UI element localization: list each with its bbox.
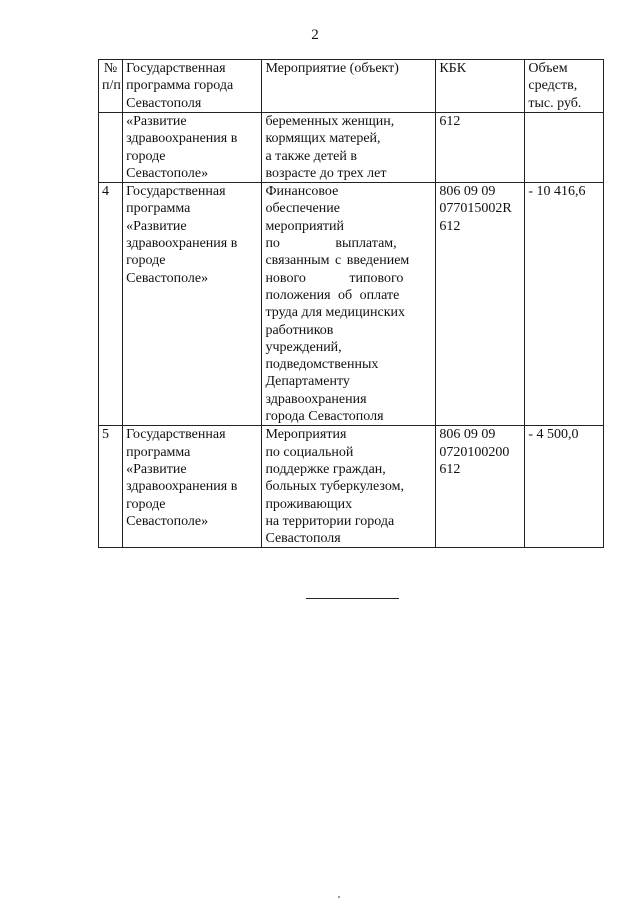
cell-program (123, 183, 262, 426)
cell-line: обеспечение (265, 201, 340, 217)
table-row (99, 426, 604, 548)
header-amount-line: тыс. руб. (528, 95, 582, 111)
cell-line: городе (126, 496, 166, 512)
cell-line: программа (126, 201, 191, 217)
cell-line: поддержке граждан, (265, 461, 386, 477)
cell-kbk (436, 183, 525, 426)
header-event-line: Мероприятие (объект) (265, 61, 399, 76)
cell-line: 077015002R (439, 201, 512, 217)
header-amount-line: средств, (528, 78, 578, 94)
header-program (123, 60, 262, 113)
cell-event (262, 183, 436, 426)
cell-line: городе (126, 148, 166, 164)
page-number: 2 (311, 27, 319, 43)
header-amount-line: Объем (528, 61, 568, 76)
scan-speck (338, 896, 340, 898)
header-kbk-line: КБК (439, 61, 467, 76)
cell-amount: - 10 416,6 (525, 183, 604, 426)
cell-num (99, 113, 123, 183)
cell-line: труда для медицинских (265, 305, 406, 321)
cell-line: связанным с введением (265, 253, 410, 269)
cell-line: города Севастополя (265, 409, 384, 425)
table-row (99, 183, 604, 426)
cell-line: Государственная (126, 184, 226, 200)
header-program-line: Севастополя (126, 95, 202, 111)
header-program-line: программа города (126, 78, 234, 94)
cell-line: нового типового (265, 270, 404, 286)
cell-line: 612 (439, 461, 461, 477)
cell-line: положения об оплате (265, 287, 400, 303)
cell-line: подведомственных (265, 357, 379, 373)
cell-line: Севастополе» (126, 165, 209, 181)
footer-divider (306, 598, 399, 599)
table-row (99, 113, 604, 183)
cell-num: 4 (99, 183, 123, 426)
cell-amount: - 4 500,0 (525, 426, 604, 548)
cell-line: Мероприятия (265, 427, 347, 443)
cell-line: Государственная (126, 427, 226, 443)
cell-program (123, 113, 262, 183)
cell-line: Севастополя (265, 531, 341, 547)
cell-line: Севастополе» (126, 270, 209, 286)
cell-line: здравоохранения (265, 391, 367, 407)
cell-line: больных туберкулезом, (265, 479, 404, 495)
cell-line: а также детей в (265, 148, 357, 164)
cell-line: проживающих (265, 496, 353, 512)
header-num (99, 60, 123, 113)
cell-line: на территории города (265, 513, 395, 529)
cell-line: Департаменту (265, 374, 350, 390)
cell-line: здравоохранения в (126, 236, 238, 252)
cell-event (262, 426, 436, 548)
cell-line: 806 09 09 (439, 184, 496, 200)
header-num-line: п/п (102, 78, 121, 94)
cell-num: 5 (99, 426, 123, 548)
cell-line: «Развитие (126, 461, 187, 477)
budget-table (98, 59, 604, 548)
cell-amount (525, 113, 604, 183)
cell-kbk (436, 113, 525, 183)
cell-line: программа (126, 444, 191, 460)
cell-program (123, 426, 262, 548)
cell-kbk (436, 426, 525, 548)
header-kbk (436, 60, 525, 113)
cell-line: 0720100200 (439, 444, 510, 460)
cell-line: здравоохранения в (126, 479, 238, 495)
header-program-line: Государственная (126, 61, 226, 76)
cell-line: учреждений, (265, 339, 342, 355)
cell-line: по выплатам, (265, 236, 397, 252)
cell-line: кормящих матерей, (265, 131, 381, 147)
cell-line: возрасте до трех лет (265, 165, 387, 181)
cell-line: Севастополе» (126, 513, 209, 529)
header-num-line: № (103, 61, 118, 76)
cell-line: городе (126, 253, 166, 269)
cell-line: 612 (439, 114, 461, 129)
cell-line: работников (265, 322, 334, 338)
cell-line: по социальной (265, 444, 354, 460)
cell-line: здравоохранения в (126, 131, 238, 147)
table-header-row (99, 60, 604, 113)
cell-line: Финансовое (265, 184, 339, 200)
header-event (262, 60, 436, 113)
cell-line: «Развитие (126, 114, 187, 129)
cell-line: мероприятий (265, 218, 345, 234)
header-amount (525, 60, 604, 113)
cell-line: 612 (439, 218, 461, 234)
cell-line: 806 09 09 (439, 427, 496, 443)
cell-event (262, 113, 436, 183)
cell-line: «Развитие (126, 218, 187, 234)
cell-line: беременных женщин, (265, 114, 395, 129)
